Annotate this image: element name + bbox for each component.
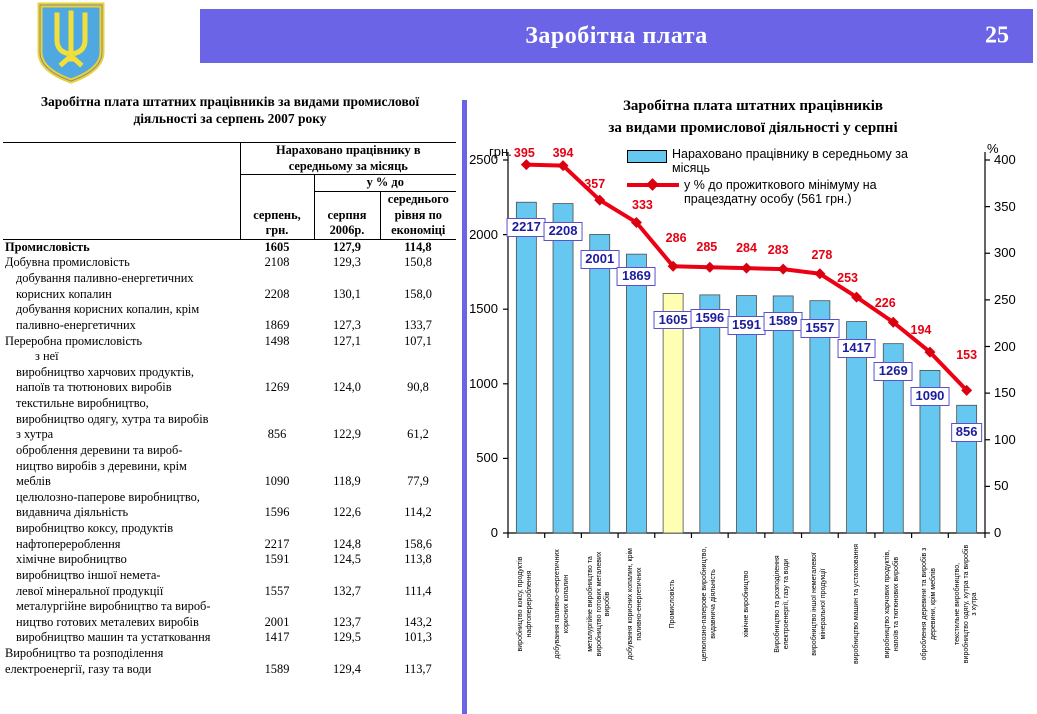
row-value: 158,0	[404, 286, 432, 301]
y2-axis-tick-label: 100	[994, 431, 1016, 447]
row-value: 1605	[264, 239, 290, 254]
category-label: металургійне виробництво та виробництво готових металевих виробів	[586, 551, 612, 657]
row-label: Добувна промисловість	[5, 255, 130, 270]
category-label: хімічне виробництво	[742, 570, 750, 638]
row-value: 111,4	[404, 583, 432, 598]
col-header-month: серпень, грн.	[240, 175, 314, 240]
category-label: текстильне виробництво, виробництво одягу, хутра та виробів з хутра	[953, 544, 979, 664]
table-group-header: Нараховано працівнику в середньому за місяць	[240, 143, 456, 175]
row-value: 90,8	[407, 380, 429, 395]
row-value: 143,2	[404, 614, 432, 629]
y2-axis-tick-label: 150	[994, 385, 1016, 401]
row-label: добування корисних копалин, крім паливно-енергетичних	[16, 302, 200, 332]
y-axis-tick-label: 1000	[469, 375, 498, 391]
value-label: 1090	[910, 387, 949, 406]
page-number: 25	[985, 22, 1009, 49]
row-label: Переробна промисловість	[5, 333, 143, 348]
row-label: Виробництво та розподілення електроенергії, газу та води	[5, 646, 164, 676]
row-value: 129,3	[333, 255, 361, 270]
row-value: 132,7	[333, 583, 361, 598]
row-value: 127,9	[333, 239, 361, 254]
right-axis-unit: %	[987, 141, 999, 156]
row-value: 129,4	[333, 661, 361, 676]
category-label: виробництво харчових продуктів, напоїв та тютюнових виробів	[884, 549, 901, 659]
line-point-label: 395	[513, 145, 535, 160]
y-axis-tick-label: 500	[476, 450, 498, 466]
y2-axis-tick-label: 300	[994, 245, 1016, 261]
value-label: 2208	[544, 222, 583, 241]
row-label: виробництво харчових продуктів, напоїв та тютюнових виробів	[16, 364, 194, 395]
legend-label: у % до прожиткового мінімуму на працездатну особу (561 грн.)	[684, 177, 877, 207]
y2-axis-tick-label: 350	[994, 198, 1016, 214]
row-value: 118,9	[333, 474, 361, 489]
row-value: 77,9	[407, 474, 429, 489]
row-label: Промисловість	[5, 239, 90, 254]
line-point-label: 153	[956, 348, 978, 363]
value-label: 1557	[800, 319, 839, 338]
row-label: виробництво іншої немета- левої мінеральної продукції	[16, 567, 164, 598]
category-label: Промисловість	[668, 579, 676, 629]
row-value: 113,8	[404, 552, 432, 567]
row-label: добування паливно-енергетичних корисних копалин	[16, 271, 194, 301]
left-axis-unit: грн.	[489, 144, 512, 159]
row-value: 122,9	[333, 427, 361, 442]
row-value: 1591	[264, 552, 290, 567]
y-axis-tick-label: 2000	[469, 226, 498, 242]
value-label: 1589	[764, 312, 803, 331]
row-value: 124,0	[333, 380, 361, 395]
category-label: виробництво коксу, продуктів нафтоперероблення	[517, 556, 534, 652]
row-value: 1498	[264, 333, 290, 348]
row-label: виробництво машин та устатковання	[16, 630, 211, 645]
row-value: 856	[267, 427, 287, 442]
category-label: Виробництво та розподілення електроенергії, газу та води	[774, 555, 791, 653]
row-value: 130,1	[333, 286, 361, 301]
y2-axis-tick-label: 50	[994, 478, 1009, 494]
row-value: 124,5	[333, 552, 361, 567]
value-label: 1269	[874, 362, 913, 381]
row-value: 122,6	[333, 505, 361, 520]
col-header-avg: середнього рівня по економіці	[380, 191, 456, 239]
line-point-label: 394	[552, 145, 574, 160]
line-point-label: 357	[584, 177, 606, 192]
row-value: 61,2	[407, 427, 429, 442]
value-label: 1596	[690, 309, 729, 328]
category-label: виробництво іншої неметалевої мінеральної продукції	[811, 552, 827, 656]
category-label: виробництво машин та устатковання	[852, 544, 860, 664]
row-value: 127,3	[333, 317, 361, 332]
row-value: 113,7	[404, 661, 432, 676]
y2-axis-tick-label: 200	[994, 338, 1016, 354]
value-label: 1869	[617, 267, 656, 286]
table-title: Заробітна плата штатних працівників за видами промислової діяльності за серпень 2007 року	[40, 94, 420, 126]
line-point-label: 278	[811, 247, 833, 262]
row-value: 2001	[264, 614, 290, 629]
value-label: 1591	[727, 316, 766, 335]
row-value: 150,8	[404, 255, 432, 270]
value-label: 2217	[507, 218, 546, 237]
line-point-label: 286	[665, 231, 687, 246]
value-label: 2001	[580, 250, 619, 269]
row-value: 107,1	[404, 333, 432, 348]
col-header-pct-group: у % до	[314, 175, 456, 192]
row-value: 1417	[264, 630, 290, 645]
category-label: оброблення деревини та виробів з деревини, крім меблів	[921, 547, 937, 661]
row-value: 1090	[264, 474, 290, 489]
row-value: 2208	[264, 286, 290, 301]
row-value: 2217	[264, 536, 290, 551]
row-label: целюлозно-паперове виробництво, видавнича діяльність	[16, 489, 200, 520]
line-point-label: 253	[837, 271, 858, 286]
category-label: добування корисних копалин, крім паливно-енергетичних	[627, 548, 644, 660]
legend-label: Нараховано працівнику в середньому за місяць	[672, 147, 908, 176]
y-axis-tick-label: 0	[490, 525, 498, 540]
y-axis-tick-label: 1500	[469, 301, 498, 317]
y2-axis-tick-label: 400	[994, 152, 1016, 167]
line-point-label: 194	[910, 323, 932, 338]
row-value: 158,6	[404, 536, 432, 551]
line-point-label: 284	[736, 241, 757, 256]
row-value: 127,1	[333, 333, 361, 348]
row-value: 101,3	[404, 630, 432, 645]
row-label: текстильне виробництво, виробництво одягу, хутра та виробів з хутра	[16, 396, 209, 442]
row-value: 133,7	[404, 317, 432, 332]
row-value: 129,5	[333, 630, 361, 645]
line-point-label: 285	[696, 240, 718, 255]
row-label: металургійне виробництво та вироб- ництво готових металевих виробів	[16, 599, 211, 629]
line-point-label: 283	[767, 243, 789, 258]
value-label: 1605	[654, 311, 693, 330]
row-value: 1596	[264, 505, 290, 520]
category-label: добування паливно-енергетичних корисних копалин	[554, 549, 571, 659]
value-label: 856	[951, 423, 983, 442]
chart-title: Заробітна плата штатних працівників за видами промислової діяльності у серпні	[608, 98, 898, 136]
row-label: виробництво коксу, продуктів нафтоперероблення	[16, 521, 174, 551]
y2-axis-tick-label: 0	[994, 525, 1002, 540]
value-label: 1417	[837, 339, 876, 358]
row-label: з неї	[35, 349, 59, 364]
row-value: 1557	[264, 583, 290, 598]
row-value: 1589	[264, 661, 290, 676]
line-point-label: 226	[874, 296, 896, 311]
row-label: оброблення деревини та вироб- ництво виробів з деревини, крім меблів	[16, 442, 187, 489]
row-value: 114,8	[404, 239, 432, 254]
row-value: 124,8	[333, 536, 361, 551]
y-axis-tick-label: 2500	[469, 152, 498, 167]
row-value: 1269	[264, 380, 290, 395]
y2-axis-tick-label: 250	[994, 291, 1016, 307]
row-value: 114,2	[404, 505, 432, 520]
row-value: 123,7	[333, 614, 361, 629]
line-point-label: 333	[631, 198, 653, 213]
page-title: Заробітна плата	[525, 22, 708, 49]
col-header-yoy: серпня 2006р.	[314, 191, 380, 239]
row-value: 2108	[264, 255, 290, 270]
category-label: целюлозно-паперове виробництво, видавнича діяльність	[701, 546, 717, 662]
row-value: 1869	[264, 317, 290, 332]
row-label: хімічне виробництво	[16, 552, 127, 567]
